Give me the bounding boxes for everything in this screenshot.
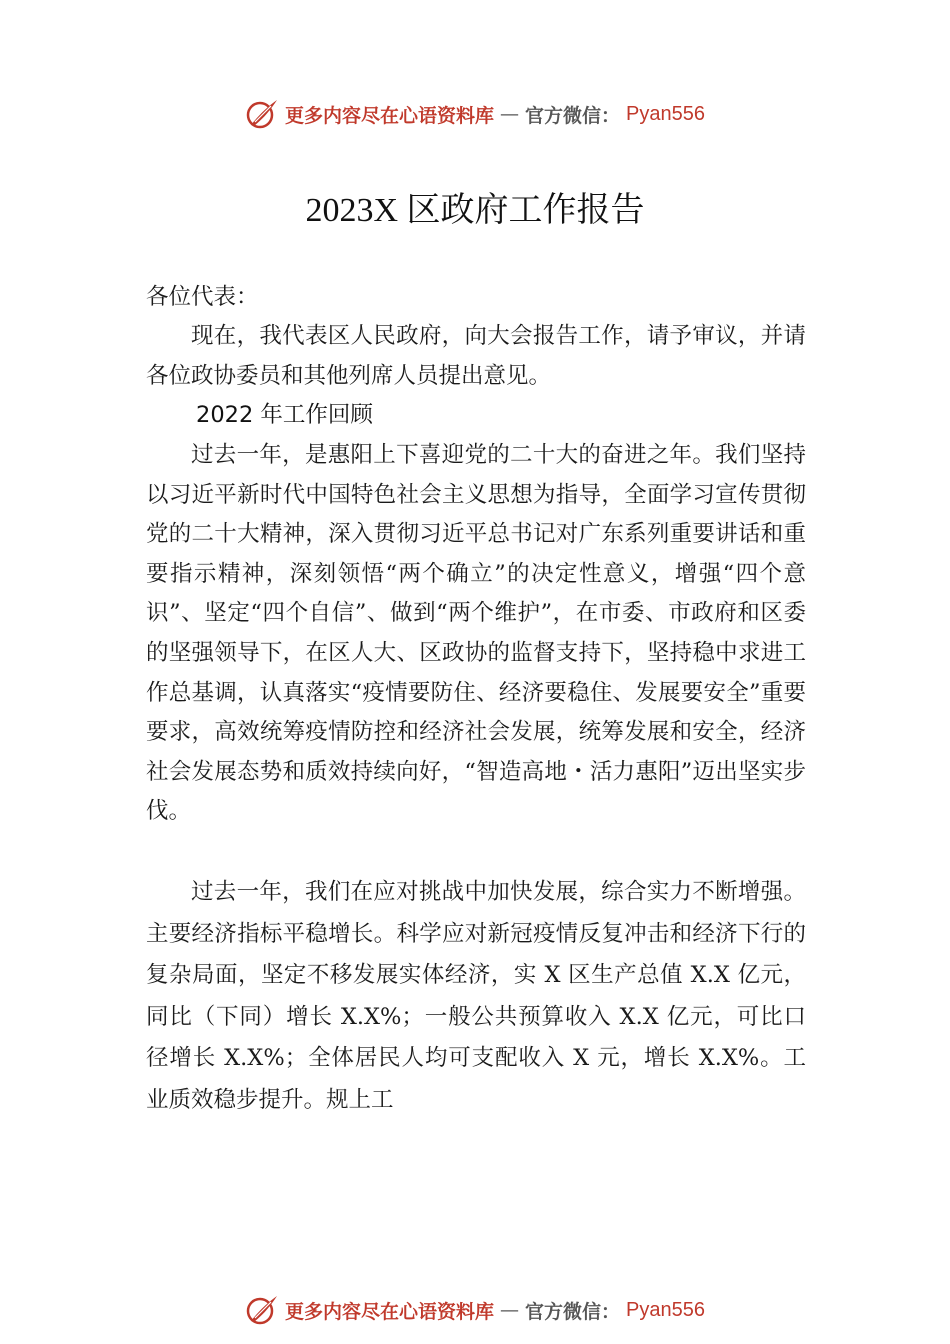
quill-logo-icon xyxy=(245,97,279,131)
watermark-dash: — xyxy=(500,103,520,125)
watermark-header xyxy=(0,94,950,134)
document-title: 2023X 区政府工作报告 xyxy=(305,192,645,229)
watermark-wechat-id: Pyan556 xyxy=(626,102,705,125)
greeting: 各位代表： xyxy=(146,284,259,310)
watermark-wechat-id: Pyan556 xyxy=(626,1298,705,1321)
watermark-wechat-label: 官方微信： xyxy=(525,1300,621,1323)
quill-logo-icon xyxy=(245,1293,279,1327)
intro-paragraph: 现在，我代表区人民政府，向大会报告工作，请予审议，并请各位政协委员和其他列席人员提出意见。 xyxy=(146,323,806,389)
paragraph-growth: 过去一年，我们在应对挑战中加快发展，综合实力不断增强。主要经济指标平稳增长。科学应对新冠疫情反复冲击和经济下行的复杂局面，坚定不移发展实体经济，实 X 区生产总值 X.X 亿元，同比（下同）增长 X.X%；一般公共预算收入 X.X 亿元，可比口径增长 X.X%；全体居民人均可支配收入 X 元，增长 X.X%。工业质效稳步提升。规上工 xyxy=(146,879,806,1113)
section-heading: 2022 年工作回顾 xyxy=(196,402,373,428)
watermark-wechat-label: 官方微信： xyxy=(525,104,621,127)
watermark-dash: — xyxy=(500,1299,520,1321)
watermark-site-text: 更多内容尽在心语资料库 xyxy=(285,1300,495,1323)
watermark-footer xyxy=(0,1290,950,1330)
paragraph-review: 过去一年，是惠阳上下喜迎党的二十大的奋进之年。我们坚持以习近平新时代中国特色社会主义思想为指导，全面学习宣传贯彻党的二十大精神，深入贯彻习近平总书记对广东系列重要讲话和重要指示精神，深刻领悟“两个确立”的决定性意义，增强“四个意识”、坚定“四个自信”、做到“两个维护”，在市委、市政府和区委的坚强领导下，在区人大、区政协的监督支持下，坚持稳中求进工作总基调，认真落实“疫情要防住、经济要稳住、发展要安全”重要要求，高效统筹疫情防控和经济社会发展，统筹发展和安全，经济社会发展态势和质效持续向好，“智造高地・活力惠阳”迈出坚实步伐。 xyxy=(146,442,806,825)
watermark-site-text: 更多内容尽在心语资料库 xyxy=(285,104,495,127)
